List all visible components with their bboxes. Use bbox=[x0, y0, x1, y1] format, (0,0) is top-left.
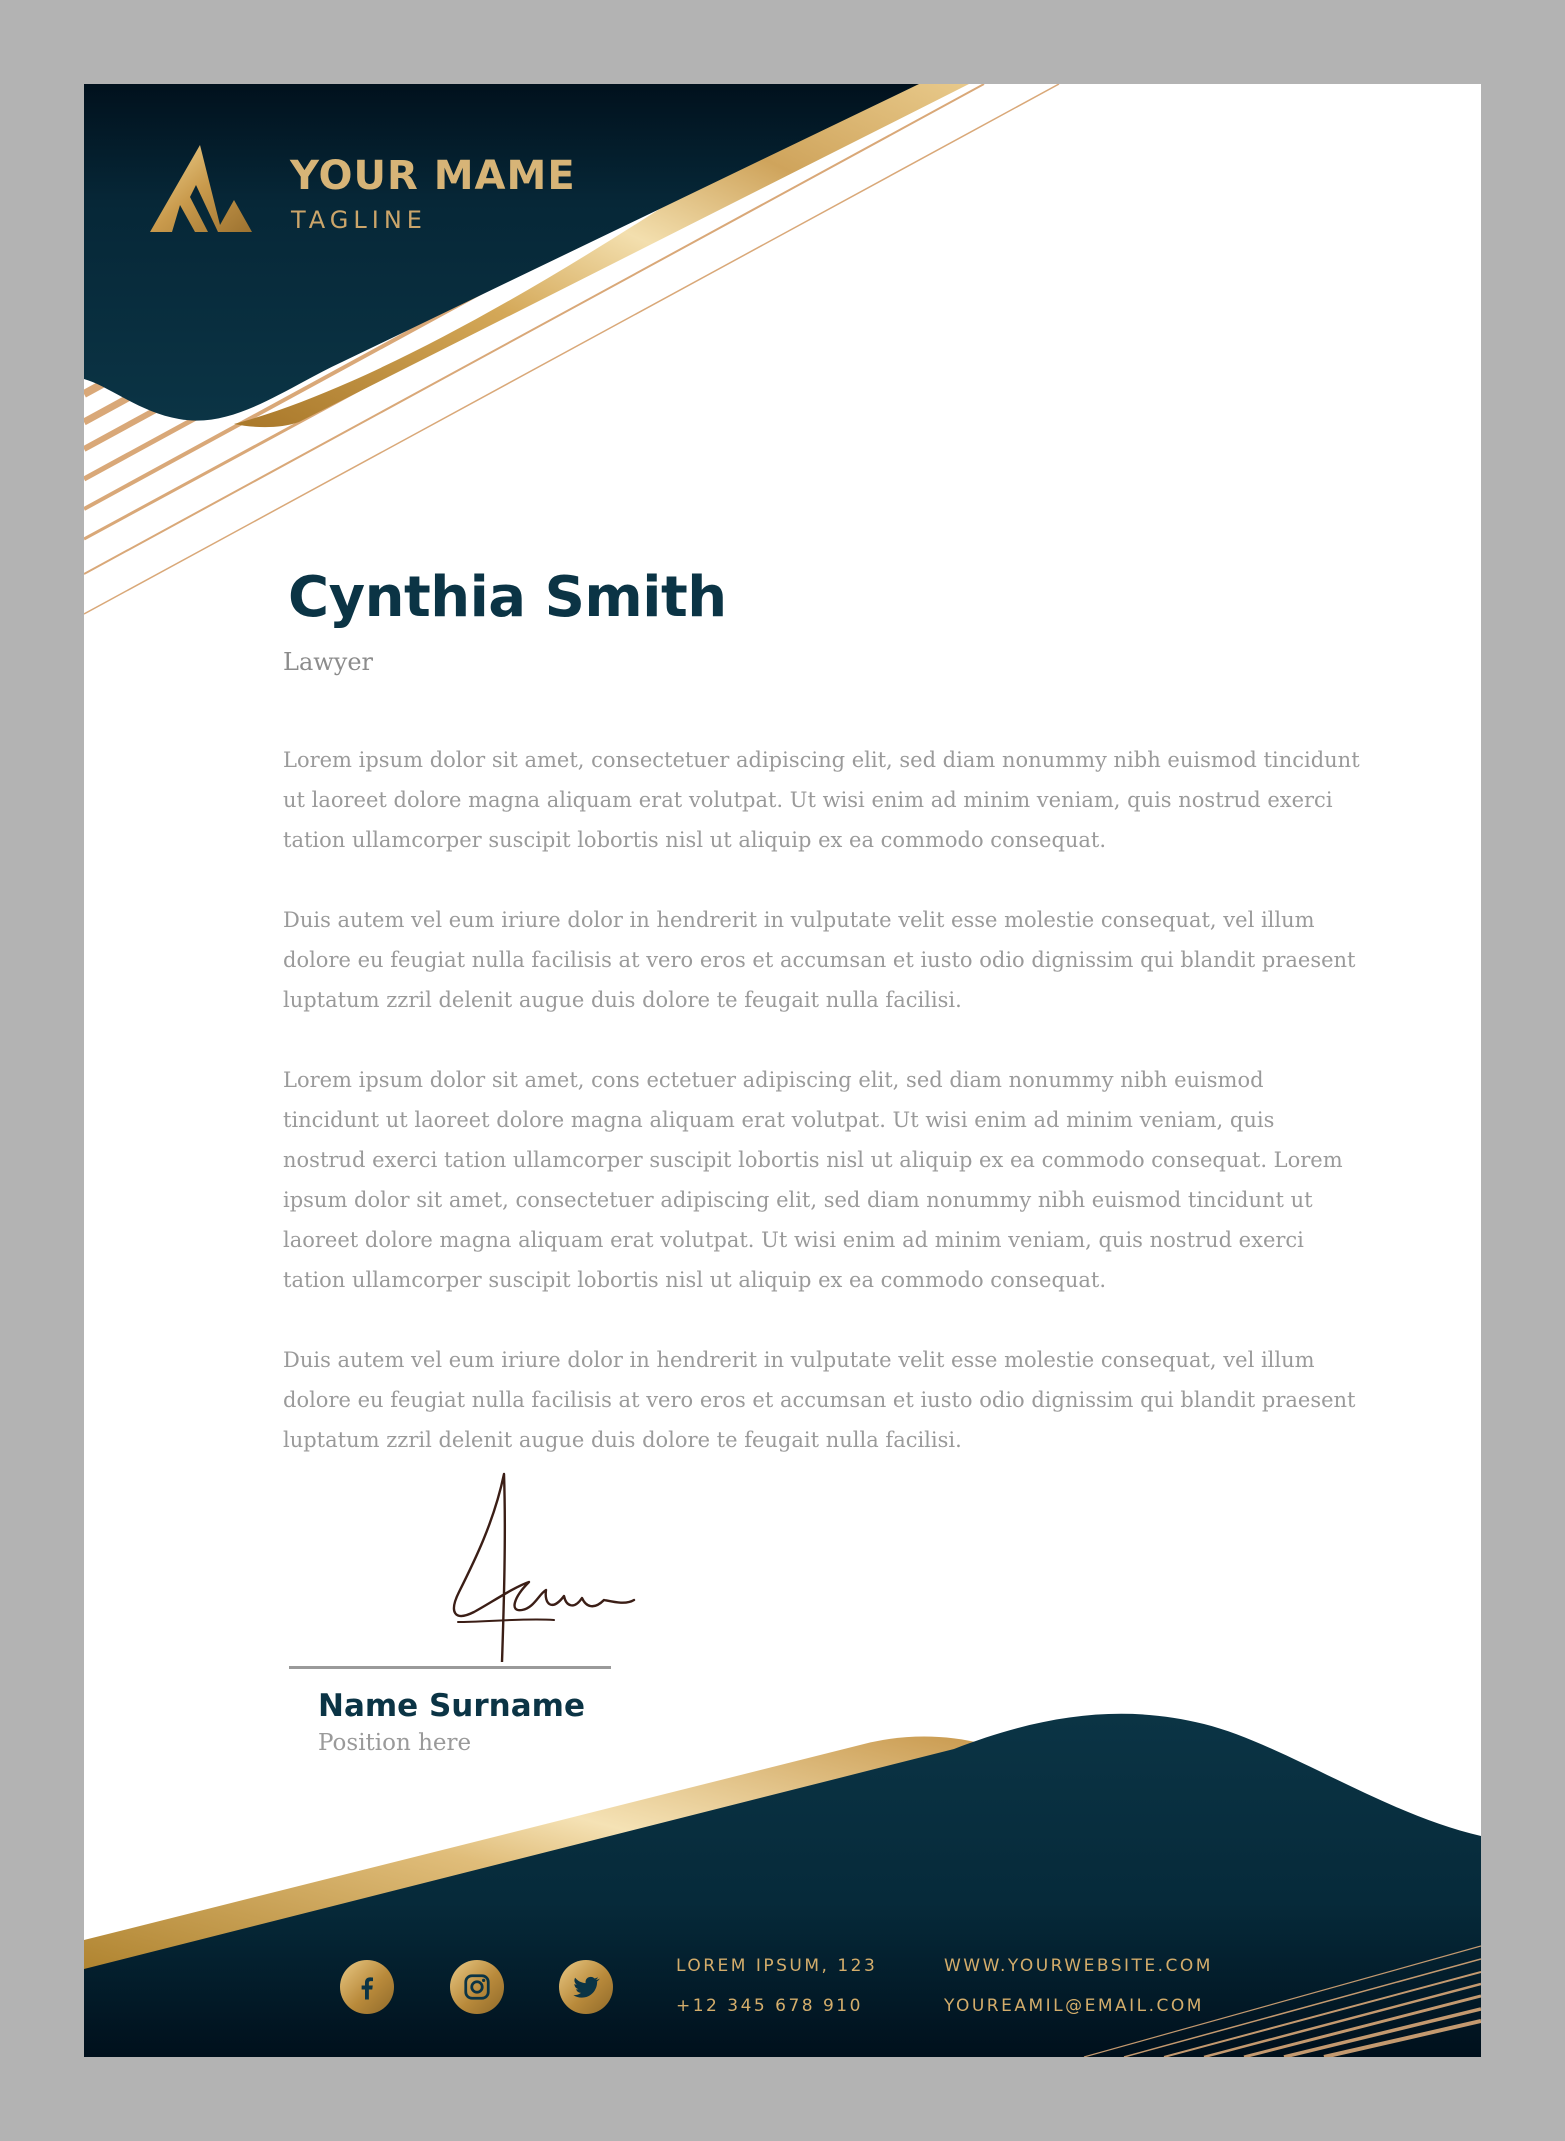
handwritten-signature bbox=[364, 1472, 664, 1662]
signature-position: Position here bbox=[318, 1730, 472, 1756]
body-paragraph: Duis autem vel eum iriure dolor in hendrerit in vulputate velit esse molestie consequat, vel illum dolore eu feugiat nulla facilisis at vero eros et accumsan et iusto odio dignissim qui blandit praesent luptatum zzril delenit augue duis dolore te feugait nulla facilisi. bbox=[283, 1348, 1356, 1452]
brand-name: YOUR MAME bbox=[290, 153, 576, 199]
instagram-icon[interactable] bbox=[450, 1960, 504, 2014]
contact-website[interactable]: WWW.YOURWEBSITE.COM bbox=[944, 1956, 1213, 1976]
sender-role: Lawyer bbox=[283, 648, 374, 676]
sender-name: Cynthia Smith bbox=[288, 565, 727, 630]
facebook-icon[interactable] bbox=[340, 1960, 394, 2014]
brand-tagline: TAGLINE bbox=[291, 206, 427, 234]
body-paragraph: Lorem ipsum dolor sit amet, consectetuer adipiscing elit, sed diam nonummy nibh euismod tincidunt ut laoreet dolore magna aliquam erat volutpat. Ut wisi enim ad minim veniam, quis nostrud exerci tation ullamcorper suscipit lobortis nisl ut aliquip ex ea commodo consequat. bbox=[283, 748, 1360, 852]
body-paragraph: Lorem ipsum dolor sit amet, cons ectetuer adipiscing elit, sed diam nonummy nibh euismod tincidunt ut laoreet dolore magna aliquam erat volutpat. Ut wisi enim ad minim veniam, quis nostrud exerci tation ullamcorper suscipit lobortis nisl ut aliquip ex ea commodo consequat. Lorem ipsum dolor sit amet, consectetuer adipiscing elit, sed diam nonummy nibh euismod tincidunt ut laoreet dolore magna aliquam erat volutpat. Ut wisi enim ad minim veniam, quis nostrud exerci tation ullamcorper suscipit lobortis nisl ut aliquip ex ea commodo consequat. bbox=[283, 1068, 1343, 1292]
contact-address: LOREM IPSUM, 123 bbox=[676, 1956, 878, 1976]
letterhead-page bbox=[84, 84, 1481, 2057]
contact-phone: +12 345 678 910 bbox=[676, 1996, 863, 2016]
signature-line bbox=[289, 1666, 611, 1669]
mountain-logo-icon bbox=[150, 145, 252, 232]
body-paragraph: Duis autem vel eum iriure dolor in hendrerit in vulputate velit esse molestie consequat, vel illum dolore eu feugiat nulla facilisis at vero eros et accumsan et iusto odio dignissim qui blandit praesent luptatum zzril delenit augue duis dolore te feugait nulla facilisi. bbox=[283, 908, 1356, 1012]
letter-body bbox=[283, 740, 1363, 1500]
contact-email[interactable]: YOUREAMIL@EMAIL.COM bbox=[944, 1996, 1204, 2016]
twitter-icon[interactable] bbox=[559, 1960, 613, 2014]
signature-name: Name Surname bbox=[318, 1688, 585, 1724]
